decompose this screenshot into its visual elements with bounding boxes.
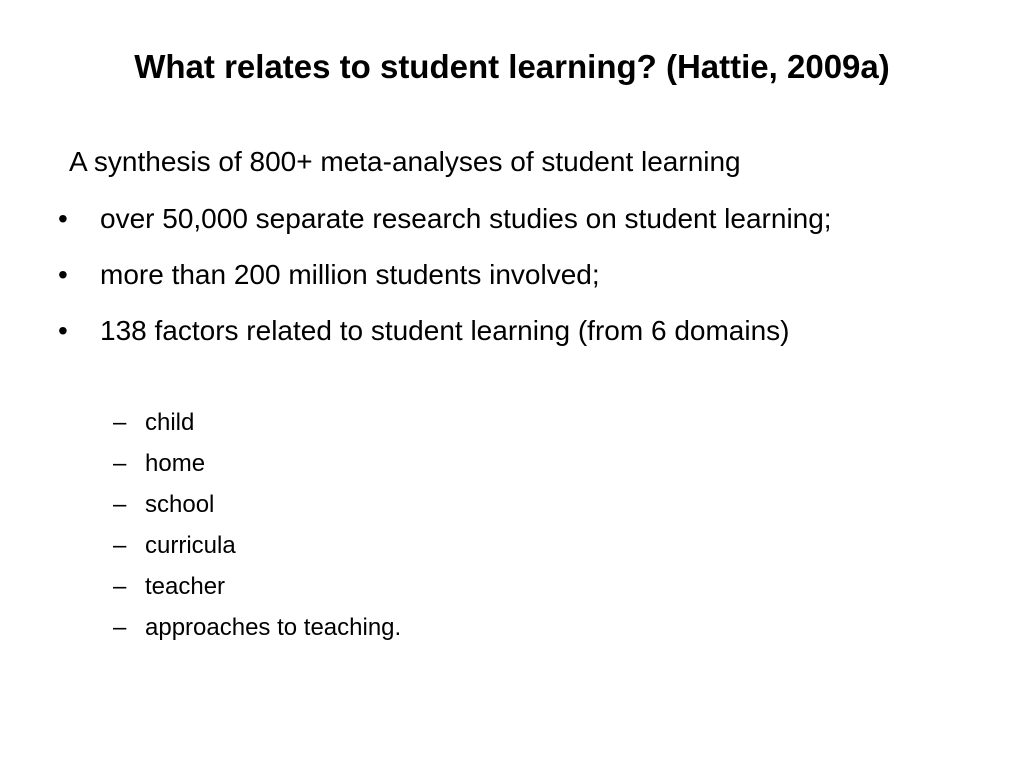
domain-text: school [145,491,215,518]
domain-item [0,566,1024,607]
domain-item [0,484,1024,525]
bullet-marker: • [58,315,68,346]
dash-marker: – [113,409,127,436]
domain-item [0,443,1024,484]
bullet-list [0,196,1024,364]
dash-marker: – [113,614,127,641]
dash-marker: – [113,532,127,559]
domain-list [0,402,1024,648]
domain-item [0,525,1024,566]
dash-marker: – [113,450,127,477]
dash-marker: – [113,573,127,600]
bullet-item [0,196,900,242]
dash-marker: – [113,491,127,518]
bullet-item [0,252,900,298]
bullet-item [0,308,900,354]
bullet-text: 138 factors related to student learning (from 6 domains) [100,315,790,346]
intro-text: A synthesis of 800+ meta-analyses of student learning [69,146,741,177]
slide-title: What relates to student learning? (Hattie, 2009a) [134,48,890,85]
domain-text: home [145,450,206,477]
bullet-marker: • [58,259,68,290]
domain-list-container [0,402,1024,648]
domain-text: curricula [145,532,236,559]
bullet-marker: • [58,203,68,234]
domain-item [0,402,1024,443]
domain-text: teacher [145,573,226,600]
domain-item [0,607,1024,648]
domain-text: approaches to teaching. [145,614,402,641]
bullet-text: over 50,000 separate research studies on student learning; [100,203,832,234]
domain-text: child [145,409,195,436]
bullet-text: more than 200 million students involved; [100,259,600,290]
